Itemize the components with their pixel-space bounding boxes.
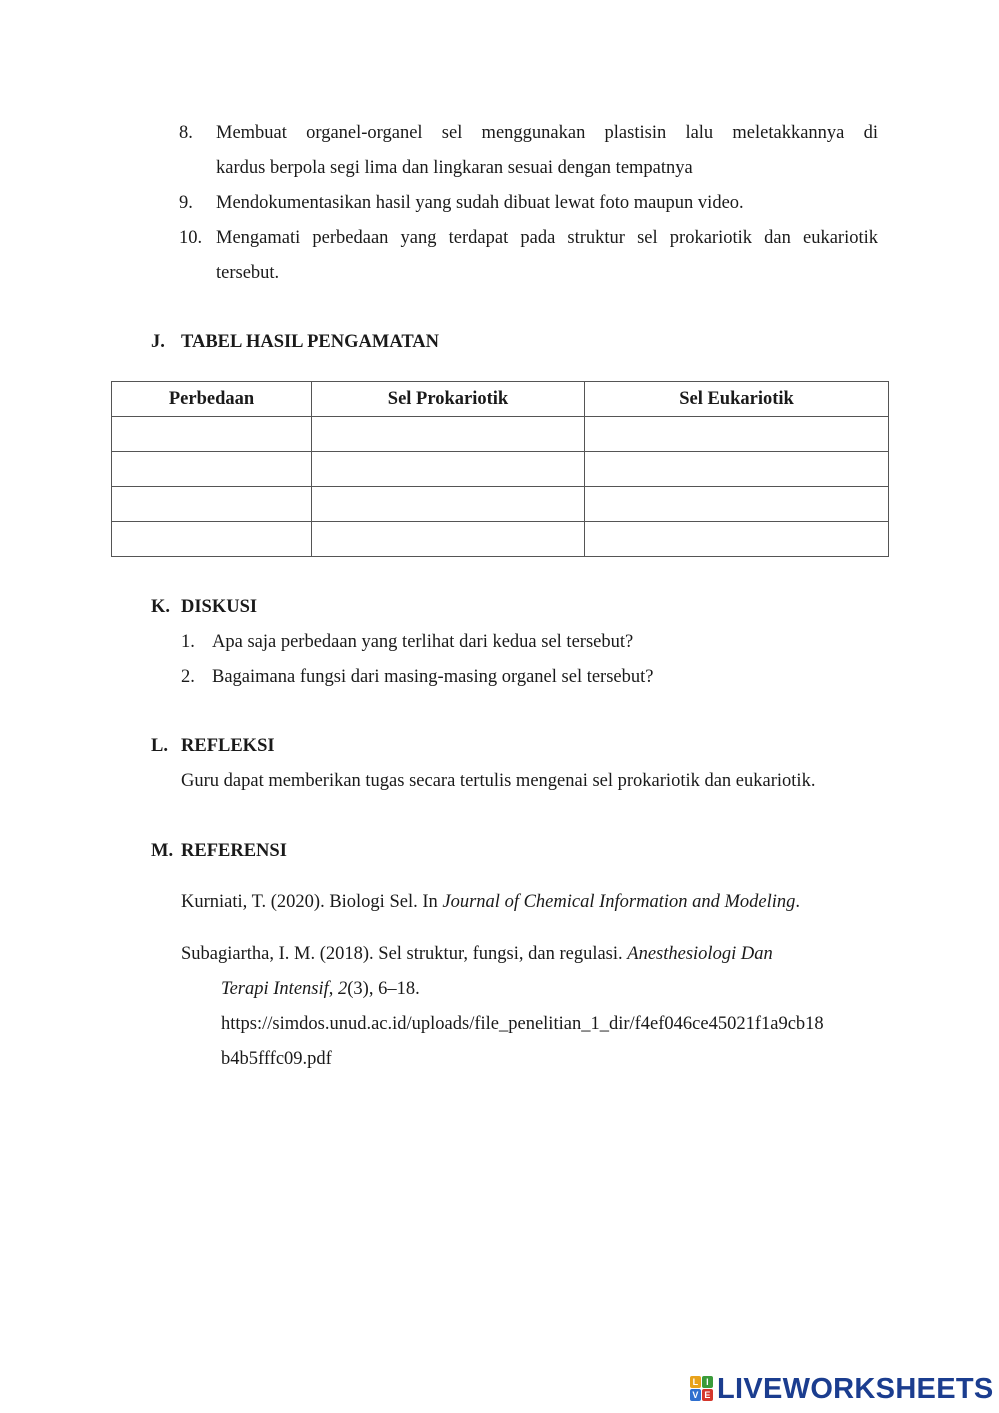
section-letter: K. — [151, 597, 171, 617]
discussion-question-2: Bagaimana fungsi dari masing-masing organel sel tersebut? — [212, 667, 654, 687]
table-cell[interactable] — [112, 417, 312, 452]
observation-table — [111, 381, 889, 557]
table-row — [112, 417, 889, 452]
reference-journal: Terapi Intensif — [221, 979, 329, 999]
list-number: 10. — [179, 228, 203, 248]
table-cell[interactable] — [312, 487, 585, 522]
reference-prefix: Kurniati, T. (2020). Biologi Sel. In — [181, 892, 443, 912]
reference-url-line-1[interactable]: https://simdos.unud.ac.id/uploads/file_penelitian_1_dir/f4ef046ce45021f1a9cb18 — [221, 1014, 824, 1034]
procedure-item-10-line-2: tersebut. — [216, 263, 280, 283]
reference-volume: 2 — [338, 979, 348, 999]
reference-url-line-2[interactable]: b4b5fffc09.pdf — [221, 1049, 332, 1069]
procedure-item-10-line-1: Mengamati perbedaan yang terdapat pada struktur sel prokariotik dan eukariotik — [216, 228, 878, 248]
column-header-perbedaan: Perbedaan — [112, 382, 312, 417]
reference-subagiartha-line-1 — [181, 944, 773, 965]
reference-separator: , — [328, 979, 339, 999]
reference-suffix: . — [795, 892, 801, 912]
reference-subagiartha-line-2 — [221, 979, 420, 1000]
table-cell[interactable] — [112, 487, 312, 522]
table-cell[interactable] — [312, 522, 585, 557]
table-cell[interactable] — [585, 417, 889, 452]
section-letter: L. — [151, 736, 168, 756]
section-title: TABEL HASIL PENGAMATAN — [181, 332, 440, 352]
section-title: DISKUSI — [181, 597, 258, 617]
table-cell[interactable] — [312, 417, 585, 452]
logo-tile: L — [690, 1376, 701, 1388]
section-title: REFERENSI — [181, 841, 287, 861]
reference-prefix: Subagiartha, I. M. (2018). Sel struktur, fungsi, dan regulasi. — [181, 944, 628, 964]
table-row — [112, 522, 889, 557]
list-number: 9. — [179, 193, 193, 213]
table-cell[interactable] — [585, 487, 889, 522]
discussion-question-1: Apa saja perbedaan yang terlihat dari kedua sel tersebut? — [212, 632, 634, 652]
table-row — [112, 452, 889, 487]
table-row — [112, 487, 889, 522]
logo-text: LIVEWORKSHEETS — [717, 1372, 994, 1405]
reflection-text: Guru dapat memberikan tugas secara tertulis mengenai sel prokariotik dan eukariotik. — [181, 771, 816, 791]
liveworksheets-logo[interactable] — [690, 1372, 994, 1406]
procedure-item-8-line-2: kardus berpola segi lima dan lingkaran sesuai dengan tempatnya — [216, 158, 693, 178]
reference-journal: Journal of Chemical Information and Modeling — [442, 892, 796, 912]
procedure-item-8-line-1: Membuat organel-organel sel menggunakan plastisin lalu meletakkannya di — [216, 123, 878, 143]
reference-kurniati — [181, 892, 800, 913]
logo-mark-icon — [690, 1376, 714, 1402]
table-cell[interactable] — [112, 452, 312, 487]
section-letter: M. — [151, 841, 174, 861]
section-title: REFLEKSI — [181, 736, 275, 756]
list-number: 8. — [179, 123, 193, 143]
table-cell[interactable] — [585, 452, 889, 487]
table-cell[interactable] — [585, 522, 889, 557]
reference-issue-pages: (3), 6–18. — [347, 979, 420, 999]
logo-tile: V — [690, 1389, 701, 1401]
reference-journal: Anesthesiologi Dan — [627, 944, 773, 964]
section-letter: J. — [151, 332, 165, 352]
list-number: 1. — [181, 632, 195, 652]
logo-tile: I — [702, 1376, 713, 1388]
column-header-sel-prokariotik: Sel Prokariotik — [312, 382, 585, 417]
procedure-item-9-line-1: Mendokumentasikan hasil yang sudah dibuat lewat foto maupun video. — [216, 193, 744, 213]
column-header-sel-eukariotik: Sel Eukariotik — [585, 382, 889, 417]
table-cell[interactable] — [312, 452, 585, 487]
table-header-row — [112, 382, 889, 417]
list-number: 2. — [181, 667, 195, 687]
logo-tile: E — [702, 1389, 713, 1401]
table-cell[interactable] — [112, 522, 312, 557]
